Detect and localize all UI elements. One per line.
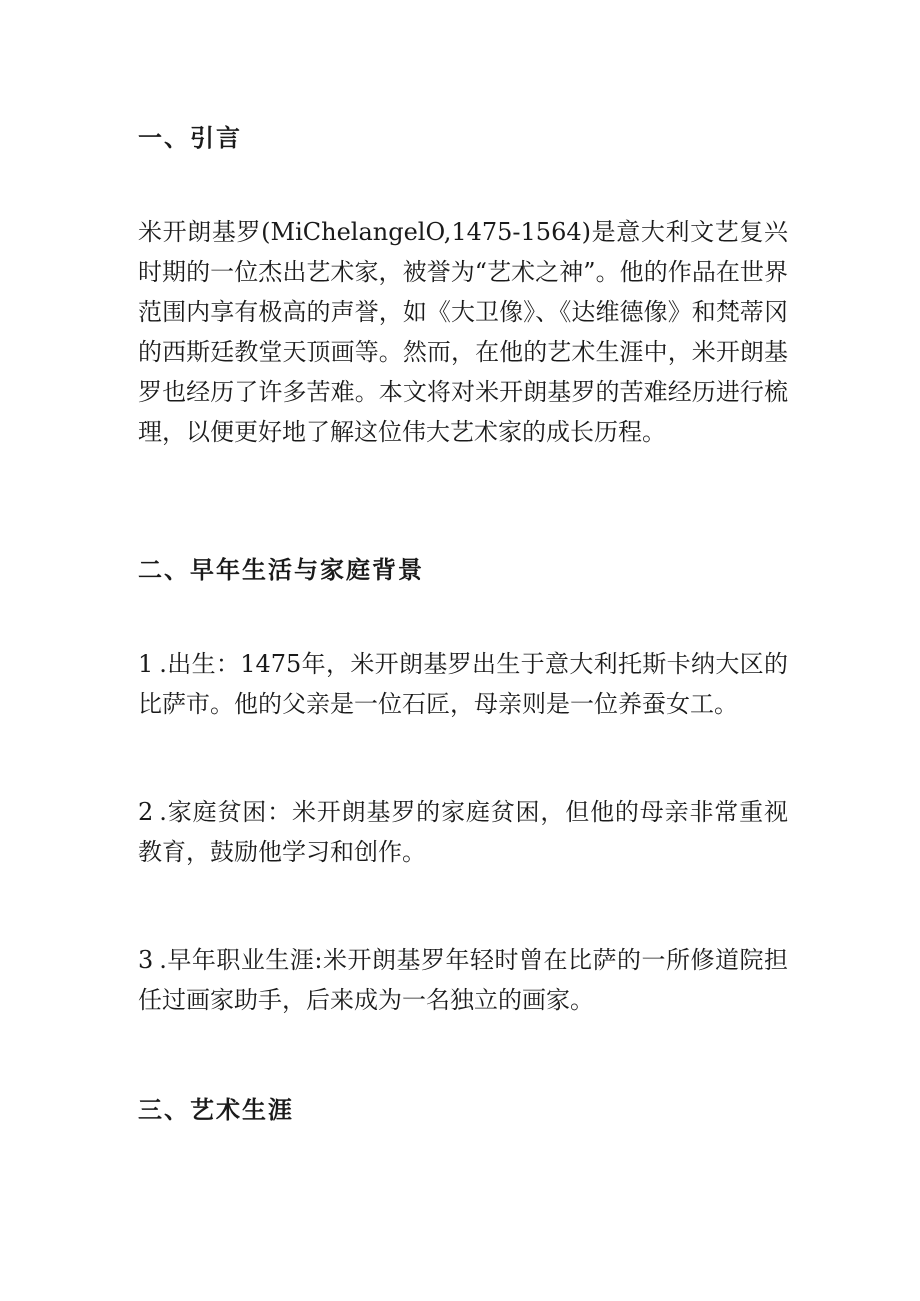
list-item-number: 3 <box>138 946 154 974</box>
list-item-birth <box>138 644 788 724</box>
list-item-number: 1 <box>138 650 154 678</box>
list-item-text: .早年职业生涯:米开朗基罗年轻时曾在比萨的一所修道院担任过画家助手，后来成为一名独立的画家。 <box>138 946 788 1014</box>
introduction-paragraph: 米开朗基罗(MiChelangelO,1475-1564)是意大利文艺复兴时期的一位杰出艺术家，被誉为“艺术之神”。他的作品在世界范围内享有极高的声誉，如《大卫像》、《达维德像》和梵蒂冈的西斯廷教堂天顶画等。然而，在他的艺术生涯中，米开朗基罗也经历了许多苦难。本文将对米开朗基罗的苦难经历进行梳理，以便更好地了解这位伟大艺术家的成长历程。 <box>138 218 788 446</box>
section-heading-introduction: 一、引言 <box>138 123 242 152</box>
list-item-text: .家庭贫困：米开朗基罗的家庭贫困，但他的母亲非常重视教育，鼓励他学习和创作。 <box>138 798 788 866</box>
section-heading-early-life: 二、早年生活与家庭背景 <box>138 555 424 584</box>
section-heading-art-career: 三、艺术生涯 <box>138 1095 294 1124</box>
list-item-text: .出生：1475年，米开朗基罗出生于意大利托斯卡纳大区的比萨市。他的父亲是一位石匠，母亲则是一位养蚕女工。 <box>138 650 788 718</box>
list-item-family-poverty <box>138 792 788 872</box>
list-item-number: 2 <box>138 798 154 826</box>
list-item-early-career <box>138 940 788 1020</box>
